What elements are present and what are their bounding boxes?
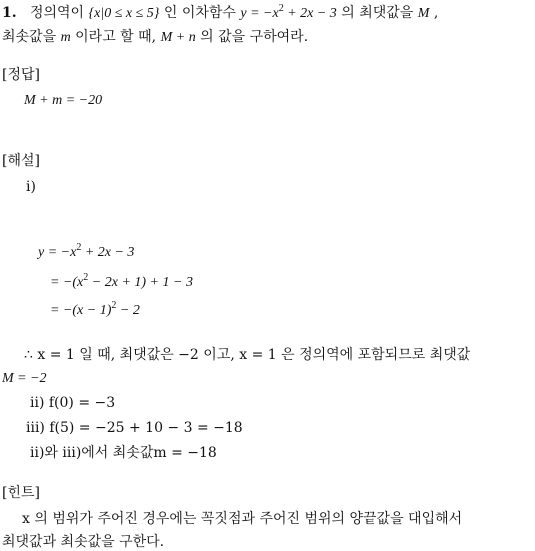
problem-text-a: 정의역이 [29,5,85,21]
max-symbol: M [417,6,430,21]
problem-text-e: 이라고 할 때, [75,29,157,45]
problem-number: 1. [2,5,17,21]
domain-set: {x|0 ≤ x ≤ 5} [88,6,160,21]
conclusion-line: ⅱ)와 ⅲ)에서 최솟값m = −18 [30,445,217,461]
problem-text-d: 최솟값을 [2,29,57,45]
hint-header: [힌트] [2,485,40,501]
min-symbol: m [60,30,71,45]
hint-line-2: 최댓값과 최솟값을 구한다. [2,534,165,550]
equation-line-3: = $-(x - 1)^2 - 2$ [50,300,140,318]
equation-line-2: = $-(x^2 - 2x + 1) + 1 - 3$ [50,272,193,290]
problem-line-2 [2,28,308,47]
target-expression: M + n [160,30,196,45]
problem-text-b: 인 이차함수 [163,5,236,21]
case-2-line: ⅱ) f(0) = −3 [30,395,116,411]
equation-lhs: y [38,245,45,260]
problem-line-1 [2,4,438,23]
max-value: M = −2 [2,371,47,386]
problem-text-c: 의 최댓값을 [341,5,414,21]
function-expression: $y = -x^2 + 2x - 3$ [240,3,337,21]
hint-line-1: x 의 범위가 주어진 경우에는 꼭짓점과 주어진 범위의 양끝값을 대입해서 [22,511,463,527]
equation-line-1: $y = -x^2 + 2x - 3$ [38,242,135,260]
problem-text-f: 의 값을 구하여라. [200,29,309,45]
solution-header: [해설] [2,153,40,169]
case-1-label: ⅰ) [26,179,36,195]
therefore-line: ∴ x = 1 일 때, 최댓값은 −2 이고, x = 1 은 정의역에 포함되므로 최댓값 [24,347,471,363]
answer-value: M + m = −20 [24,93,103,108]
answer-header: [정답] [2,67,40,83]
problem-comma: , [433,5,439,21]
case-3-line: ⅲ) f(5) = −25 + 10 − 3 = −18 [26,420,243,436]
